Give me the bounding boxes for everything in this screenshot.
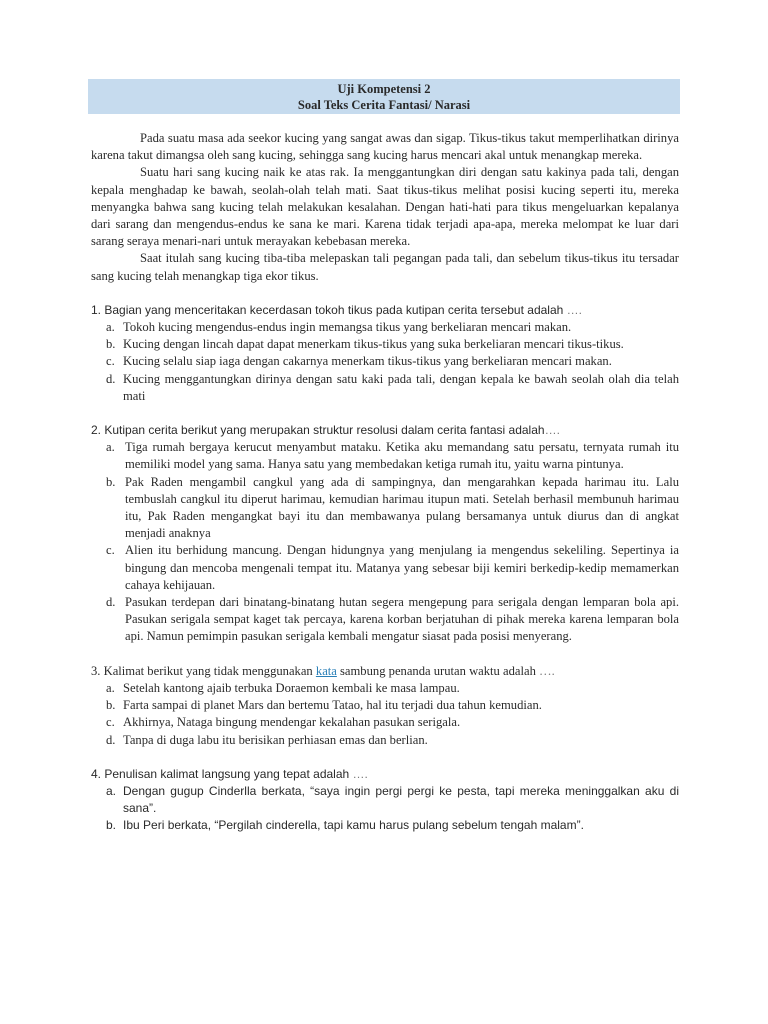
option-3c (106, 714, 679, 731)
option-text: Akhirnya, Nataga bingung mendengar kekalahan pasukan serigala. (123, 715, 461, 730)
option-label: d. (106, 732, 116, 747)
option-label: b. (106, 698, 116, 713)
question-1-text: 1. Bagian yang menceritakan kecerdasan tokoh tikus pada kutipan cerita tersebut adalah (91, 302, 567, 317)
option-label: d. (106, 595, 116, 610)
option-text: Tanpa di duga labu itu berisikan perhiasan emas dan berlian. (123, 732, 428, 747)
option-2a (106, 439, 679, 473)
passage-paragraph-1: Pada suatu masa ada seekor kucing yang sangat awas dan sigap. Tikus-tikus takut memperlihatkan dirinya karena takut dimangsa oleh sang kucing, sehingga sang kucing harus mencari akal untuk menangkap mereka. (91, 131, 679, 163)
option-text: Alien itu berhidung mancung. Dengan hidungnya yang menjulang ia mengendus sekeliling. Sepertinya ia bingung dan mencoba mengenali tempat itu. Matanya yang sebesar biji kemiri berkedip-kedip memamerkan cahaya kehijauan. (125, 543, 679, 592)
option-label: a. (106, 320, 115, 335)
passage-paragraph-3: Saat itulah sang kucing tiba-tiba melepaskan tali pegangan pada tali, dan sebelum tikus-tikus itu tersadar sang kucing telah menangkap tiga ekor tikus. (91, 251, 679, 283)
option-text: Dengan gugup Cinderlla berkata, “saya ingin pergi pergi ke pesta, tapi mereka meninggalkan aku di sana”. (123, 783, 679, 816)
option-3a (106, 680, 679, 697)
option-label: b. (106, 474, 116, 489)
option-2c (106, 542, 679, 594)
title-banner (88, 79, 680, 114)
question-2-stem (91, 422, 679, 439)
option-4a (106, 783, 679, 817)
option-1c (106, 353, 679, 370)
option-text: Tokoh kucing mengendus-endus ingin memangsa tikus yang berkeliaran mencari makan. (123, 320, 572, 335)
question-3-options (91, 680, 679, 749)
option-1d (106, 371, 679, 405)
question-2-text: 2. Kutipan cerita berikut yang merupakan struktur resolusi dalam cerita fantasi adalah (91, 423, 545, 438)
option-text: Pak Raden mengambil cangkul yang ada di sampingnya, dan mengarahkan kepada harimau itu. Lalu tembuslah cangkul itu diperut harimau, kemudian harimau itupun mati. Setelah berhasil membunuh harimau itu, Pak Raden mengangkat bayi itu dan membawanya pulang bersamanya untuk diurus dan di angkat menjadi anaknya (125, 474, 679, 541)
passage-paragraph-2: Suatu hari sang kucing naik ke atas rak. Ia menggantungkan diri dengan satu kakinya pada tali, dengan kepala menghadap ke bawah, seolah-olah telah mati. Saat tikus-tikus melihat posisi kucing seperti itu, mereka menyangka bahwa sang kucing telah melakukan kesalahan. Dengan hati-hati para tikus mengeluarkan kepalanya dari sarang dan mengendus-endus ke sana ke mari. Karena tidak terjadi apa-apa, mereka melompat ke luar dari sarang seraya menari-nari untuk merayakan kebebasan mereka. (91, 165, 679, 249)
question-4-text: 4. Penulisan kalimat langsung yang tepat adalah (91, 766, 353, 781)
option-text: Setelah kantong ajaib terbuka Doraemon kembali ke masa lampau. (123, 680, 460, 695)
option-text: Ibu Peri berkata, “Pergilah cinderella, tapi kamu harus pulang sebelum tengah malam”. (123, 818, 584, 833)
option-label: d. (106, 371, 116, 386)
question-3-text-before: 3. Kalimat berikut yang tidak menggunakan (91, 663, 316, 678)
option-2d (106, 594, 679, 646)
option-label: a. (106, 680, 115, 695)
question-1-stem (91, 302, 679, 319)
option-label: b. (106, 818, 117, 833)
option-text: Farta sampai di planet Mars dan bertemu Tatao, hal itu terjadi dua tahun kemudian. (123, 698, 542, 713)
option-label: c. (106, 715, 115, 730)
option-2b (106, 474, 679, 543)
question-4 (91, 766, 679, 835)
document-body (91, 130, 679, 835)
question-3-stem (91, 663, 679, 680)
document-title: Uji Kompetensi 2 (337, 82, 431, 96)
option-label: a. (106, 783, 117, 798)
question-4-options (91, 783, 679, 835)
option-label: c. (106, 543, 115, 558)
option-text: Kucing menggantungkan dirinya dengan satu kaki pada tali, dengan kepala ke bawah seolah olah dia telah mati (123, 371, 679, 403)
option-text: Pasukan terdepan dari binatang-binatang hutan segera mengepung para serigala dengan lemparan bola api. Pasukan serigala sempat kaget tak percaya, karena korban berjatuhan di pihak mereka karena lemparan bola api. Namun pemimpin pasukan serigala kembali mengatur siasat pada posisi menyerang. (125, 595, 679, 644)
option-text: Kucing selalu siap iaga dengan cakarnya menerkam tikus-tikus yang berkeliaran mencari makan. (123, 354, 612, 369)
document-subtitle: Soal Teks Cerita Fantasi/ Narasi (297, 98, 471, 112)
option-1b (106, 336, 679, 353)
question-4-dots: …. (352, 766, 368, 781)
option-label: b. (106, 337, 116, 352)
question-1-dots: …. (566, 302, 582, 317)
option-4b (106, 817, 679, 834)
option-text: Kucing dengan lincah dapat dapat menerkam tikus-tikus yang suka berkeliaran mencari tikus-tikus. (123, 337, 624, 352)
question-4-stem (91, 766, 679, 783)
question-1 (91, 302, 679, 405)
option-3b (106, 697, 679, 714)
question-1-options (91, 319, 679, 405)
question-2-options (91, 439, 679, 645)
question-3-dots: …. (539, 663, 555, 678)
question-3 (91, 663, 679, 749)
question-2-dots: …. (544, 423, 560, 438)
question-2 (91, 422, 679, 646)
option-3d (106, 732, 679, 749)
option-label: c. (106, 354, 115, 369)
option-label: a. (106, 440, 115, 455)
option-1a (106, 319, 679, 336)
kata-link[interactable]: kata (315, 663, 337, 678)
question-3-text-after: sambung penanda urutan waktu adalah (336, 663, 540, 678)
option-text: Tiga rumah bergaya kerucut menyambut mataku. Ketika aku memandang satu persatu, ternyata rumah itu memiliki model yang sama. Hanya satu yang membedakan ketiga rumah itu, yaitu warna pintunya. (125, 440, 679, 472)
